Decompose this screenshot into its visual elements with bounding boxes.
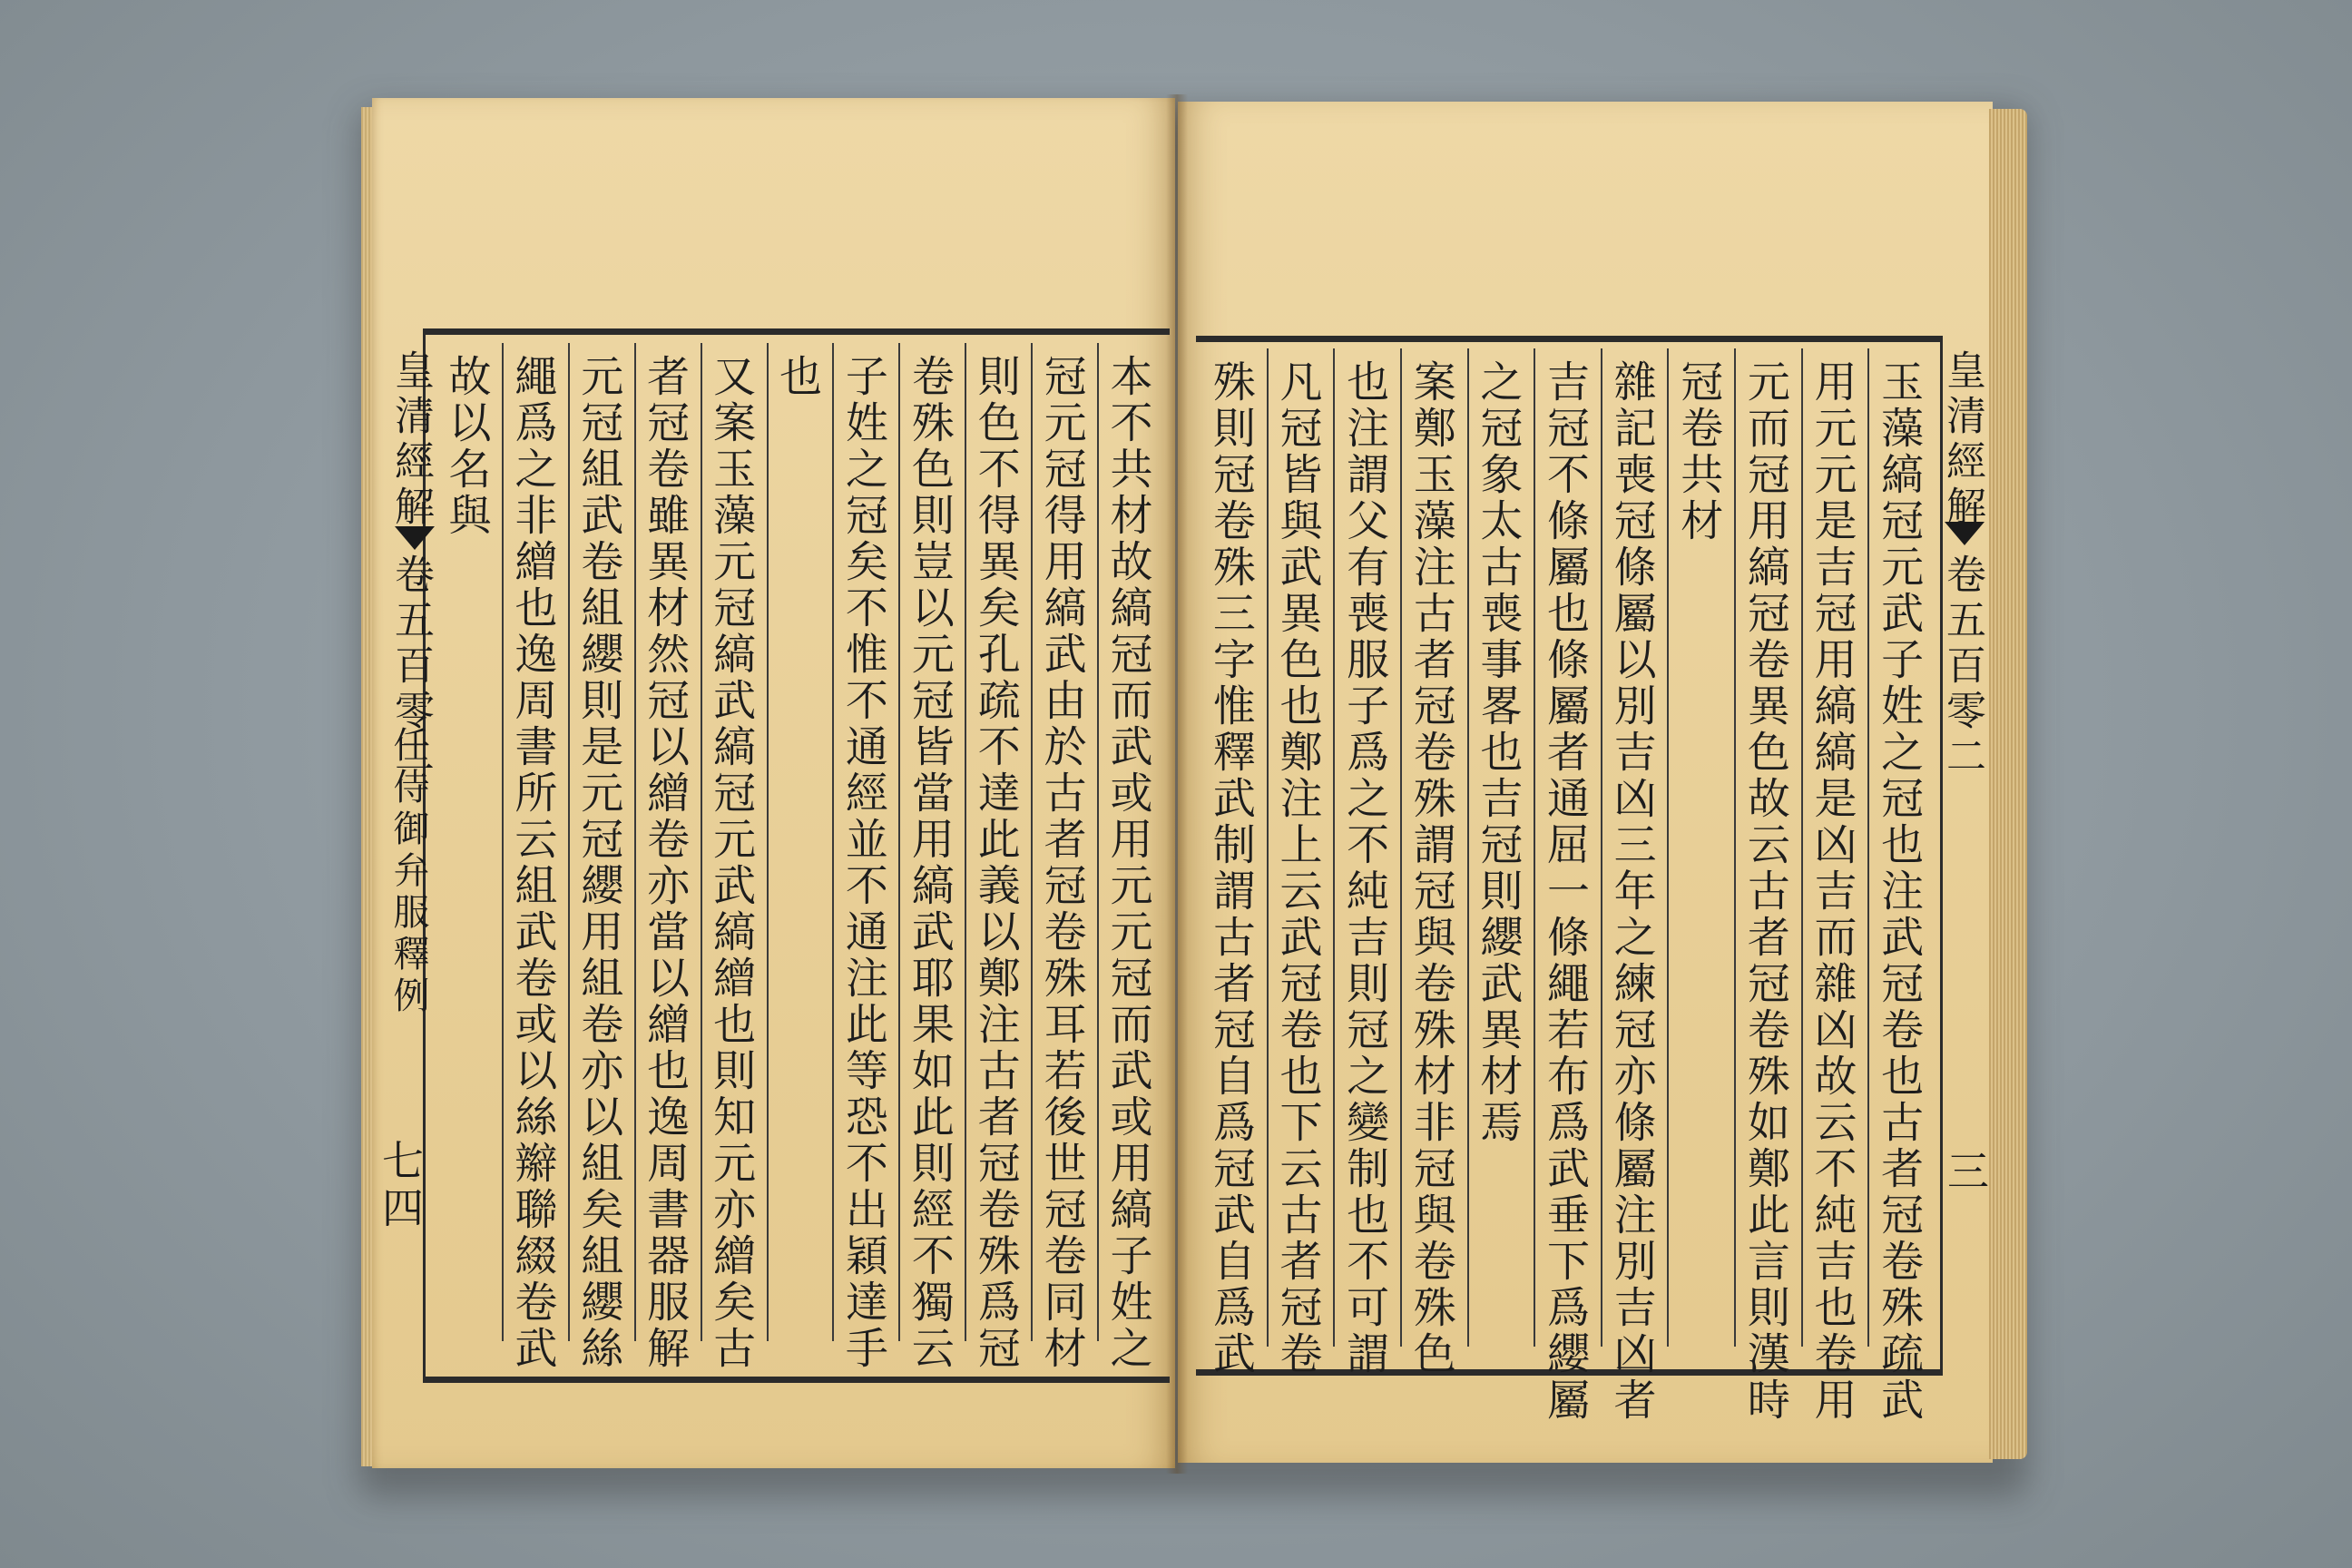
left-column-rule <box>898 343 900 1341</box>
left-column-rule <box>634 343 636 1341</box>
left-text-column: 繩爲之非繒也逸周書所云組武卷或以絲辮聯綴卷武 <box>507 354 558 1372</box>
left-column-rule <box>1031 343 1033 1341</box>
right-text-column: 冠卷共材 <box>1673 359 1724 544</box>
right-text-column: 玉藻縞冠元武子姓之冠也注武冠卷也古者冠卷殊疏武 <box>1874 359 1925 1424</box>
left-margin-section: 任侍御弁服釋例 <box>387 726 429 1018</box>
right-text-column: 用元元是吉冠用縞縞是凶吉而雜凶故云不純吉也卷用 <box>1807 359 1857 1424</box>
left-column-rule <box>965 343 966 1341</box>
left-margin-page-number: 七四 <box>376 1139 425 1233</box>
right-text-column: 雜記喪冠條屬以別吉凶三年之練冠亦條屬注別吉凶者 <box>1606 359 1657 1424</box>
right-column-rule <box>1667 348 1669 1347</box>
right-column-rule <box>1333 348 1335 1347</box>
left-text-column: 子姓之冠矣不惟不通經並不通注此等恐不出穎達手 <box>838 354 888 1372</box>
left-text-column: 冠元冠得用縞武由於古者冠卷殊耳若後世冠卷同材 <box>1036 354 1087 1372</box>
right-text-column: 吉冠不條屬也條屬者通屈一條繩若布爲武垂下爲纓屬 <box>1540 359 1590 1424</box>
left-column-rule <box>1097 343 1099 1341</box>
right-margin-book-title: 皇清經解 <box>1939 349 1985 531</box>
right-text-column: 元而冠用縞冠卷異色故云古者冠卷殊如鄭此言則漢時 <box>1740 359 1790 1424</box>
left-text-column: 故以名與 <box>441 354 492 539</box>
left-text-column: 也 <box>772 354 822 400</box>
right-text-column: 之冠象太古喪事畧也吉冠則纓武異材焉 <box>1473 359 1524 1146</box>
left-column-rule <box>767 343 769 1341</box>
left-column-rule <box>502 343 504 1341</box>
right-margin-volume: 卷五百零二 <box>1939 554 1985 780</box>
right-text-column: 案鄭玉藻注古者冠卷殊謂冠與卷殊材非冠與卷殊色 <box>1406 359 1456 1377</box>
right-page-edges <box>1989 109 2027 1459</box>
left-column-rule <box>701 343 702 1341</box>
right-column-rule <box>1400 348 1402 1347</box>
right-fishtail-icon <box>1945 522 1984 545</box>
left-margin-volume: 卷五百零二 <box>387 554 434 780</box>
right-margin-page-number: 三 <box>1947 1147 1989 1196</box>
right-column-rule <box>1267 348 1269 1347</box>
left-text-column: 又案玉藻元冠縞武縞冠元武縞繒也則知元亦繒矣古 <box>706 354 757 1372</box>
left-text-column: 卷殊色則豈以元冠皆當用縞武耶果如此則經不獨云 <box>904 354 955 1372</box>
left-margin-book-title: 皇清經解 <box>387 349 434 531</box>
right-text-column: 凡冠皆與武異色也鄭注上云武冠卷也下云古者冠卷 <box>1272 359 1323 1377</box>
left-text-column: 本不共材故縞冠而武或用元元冠而武或用縞子姓之 <box>1102 354 1153 1372</box>
left-column-rule <box>832 343 834 1341</box>
right-text-column: 殊則冠卷殊三字惟釋武制謂古者冠自爲冠武自爲武 <box>1205 359 1256 1377</box>
right-column-rule <box>1601 348 1602 1347</box>
right-text-column: 也注謂父有喪服子爲之不純吉則冠之變制也不可謂 <box>1339 359 1390 1377</box>
left-text-column: 元冠組武卷組纓則是元冠纓用組卷亦以組矣組纓絲 <box>573 354 624 1372</box>
right-column-rule <box>1867 348 1869 1347</box>
left-text-column: 則色不得異矣孔疏不達此義以鄭注古者冠卷殊爲冠 <box>970 354 1021 1372</box>
left-text-column: 者冠卷雖異材然冠以繒卷亦當以繒也逸周書器服解 <box>640 354 691 1372</box>
left-fishtail-icon <box>395 526 435 550</box>
right-column-rule <box>1534 348 1535 1347</box>
left-column-rule <box>568 343 570 1341</box>
right-column-rule <box>1467 348 1469 1347</box>
right-column-rule <box>1801 348 1803 1347</box>
right-column-rule <box>1734 348 1736 1347</box>
